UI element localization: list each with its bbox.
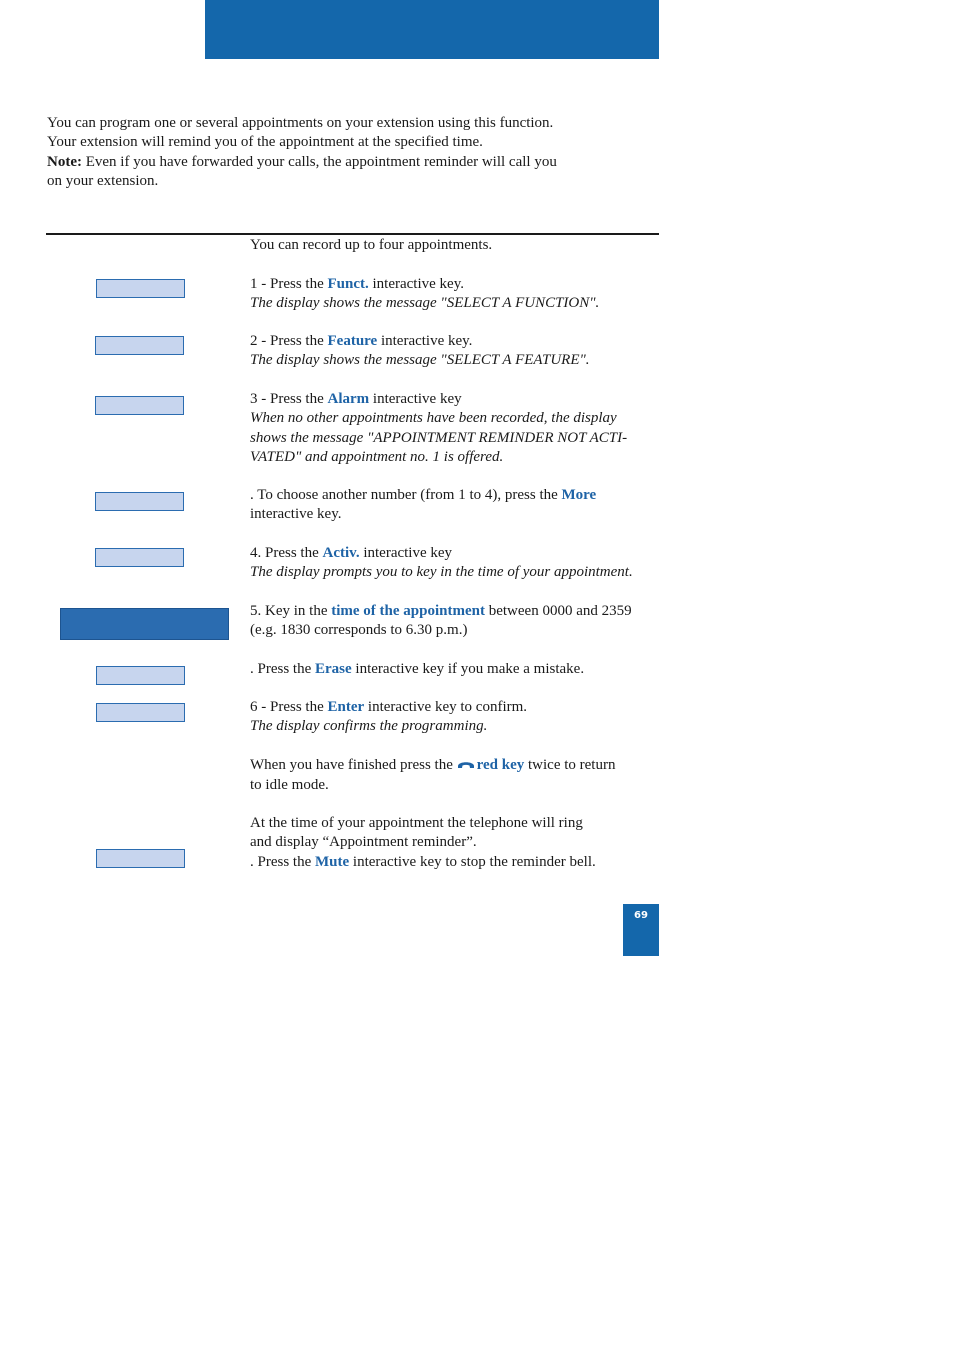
step-text (250, 602, 665, 621)
more-key-label: More (561, 487, 597, 503)
step-text: . To choose another number (from 1 to 4), press the (250, 487, 562, 503)
step-text (250, 544, 665, 563)
step-erase (250, 660, 665, 679)
intro-paragraph (47, 114, 607, 191)
step-text: (e.g. 1830 corresponds to 6.30 p.m.) (250, 622, 468, 639)
step-text: At the time of your appointment the telephone will ring (250, 815, 583, 831)
funct-softkey[interactable] (96, 279, 185, 298)
step-text: 6 - Press the (250, 699, 328, 715)
intro-line: on your extension. (47, 172, 159, 189)
step-text (250, 853, 665, 872)
display-message: The display confirms the programming. (250, 718, 488, 735)
step-text: You can record up to four appointments. (250, 237, 493, 253)
display-message: The display shows the message "SELECT A FUNCTION". (250, 295, 600, 312)
feature-key-label: Feature (327, 333, 378, 349)
header-bar (205, 0, 659, 59)
intro-line: Your extension will remind you of the appointment at the specified time. (47, 134, 483, 151)
erase-key-label: Erase (315, 661, 352, 677)
mute-key-label: Mute (315, 853, 350, 870)
step-3 (250, 390, 665, 467)
step-text: 4. Press the (250, 545, 323, 561)
step-text: . Press the (250, 853, 315, 870)
step-text (250, 486, 665, 505)
step-text: When you have finished press the (250, 757, 457, 773)
erase-softkey[interactable] (96, 666, 185, 685)
step-text: interactive key. (368, 276, 464, 292)
step-text (250, 660, 665, 679)
red-key-label: red key (476, 757, 525, 773)
step-text: interactive key to stop the reminder bell. (349, 853, 596, 870)
step-text: interactive key (369, 391, 462, 407)
enter-key-label: Enter (327, 699, 365, 715)
activ-key-label: Activ. (322, 545, 360, 561)
note-text: Even if you have forwarded your calls, the appointment reminder will call you (81, 153, 557, 170)
display-message: VATED" and appointment no. 1 is offered. (250, 448, 504, 465)
intro-line: You can program one or several appointments on your extension using this function. (47, 115, 554, 131)
step-text (250, 756, 665, 776)
step-text: 2 - Press the (250, 333, 328, 349)
page-number: 69 (623, 904, 659, 956)
step-text (250, 332, 665, 351)
step-text: between 0000 and 2359 (484, 603, 632, 619)
dialpad-entry-box[interactable] (60, 608, 229, 640)
step-5 (250, 602, 665, 641)
step-6 (250, 698, 665, 737)
feature-softkey[interactable] (95, 336, 184, 355)
time-keyword: time of the appointment (331, 603, 485, 619)
intro-note (47, 153, 607, 172)
step-text: interactive key to confirm. (364, 699, 528, 715)
display-message: The display prompts you to key in the time of your appointment. (250, 564, 633, 581)
step-text: interactive key if you make a mistake. (351, 661, 585, 677)
activ-softkey[interactable] (95, 548, 184, 567)
step-2 (250, 332, 665, 371)
step-text: to idle mode. (250, 777, 329, 794)
step-1 (250, 275, 665, 314)
step-text: 3 - Press the (250, 391, 328, 407)
step-text: interactive key (359, 545, 453, 561)
alarm-softkey[interactable] (95, 396, 184, 415)
step-text: interactive key. (377, 333, 473, 349)
display-message: The display shows the message "SELECT A FEATURE". (250, 352, 590, 369)
step-text: 1 - Press the (250, 276, 328, 292)
red-key-handset-icon (457, 757, 475, 776)
more-softkey[interactable] (95, 492, 184, 511)
note-label: Note: (47, 153, 82, 170)
step-text: 5. Key in the (250, 603, 332, 619)
step-ring (250, 814, 665, 872)
step-text (250, 390, 665, 409)
display-message: When no other appointments have been recorded, the display (250, 410, 617, 427)
mute-softkey[interactable] (96, 849, 185, 868)
step-finish (250, 756, 665, 796)
display-message: shows the message "APPOINTMENT REMINDER NOT ACTI- (250, 429, 628, 446)
step-4 (250, 544, 665, 583)
step-intro (250, 236, 665, 255)
step-text (250, 698, 665, 717)
funct-key-label: Funct. (327, 276, 369, 292)
step-more (250, 486, 665, 525)
step-text: . Press the (250, 661, 315, 677)
section-divider (46, 233, 659, 235)
enter-softkey[interactable] (96, 703, 185, 722)
alarm-key-label: Alarm (327, 391, 370, 407)
step-text: and display “Appointment reminder”. (250, 834, 477, 851)
step-text (250, 275, 665, 294)
step-text: interactive key. (250, 506, 342, 523)
step-text: twice to return (524, 757, 616, 773)
